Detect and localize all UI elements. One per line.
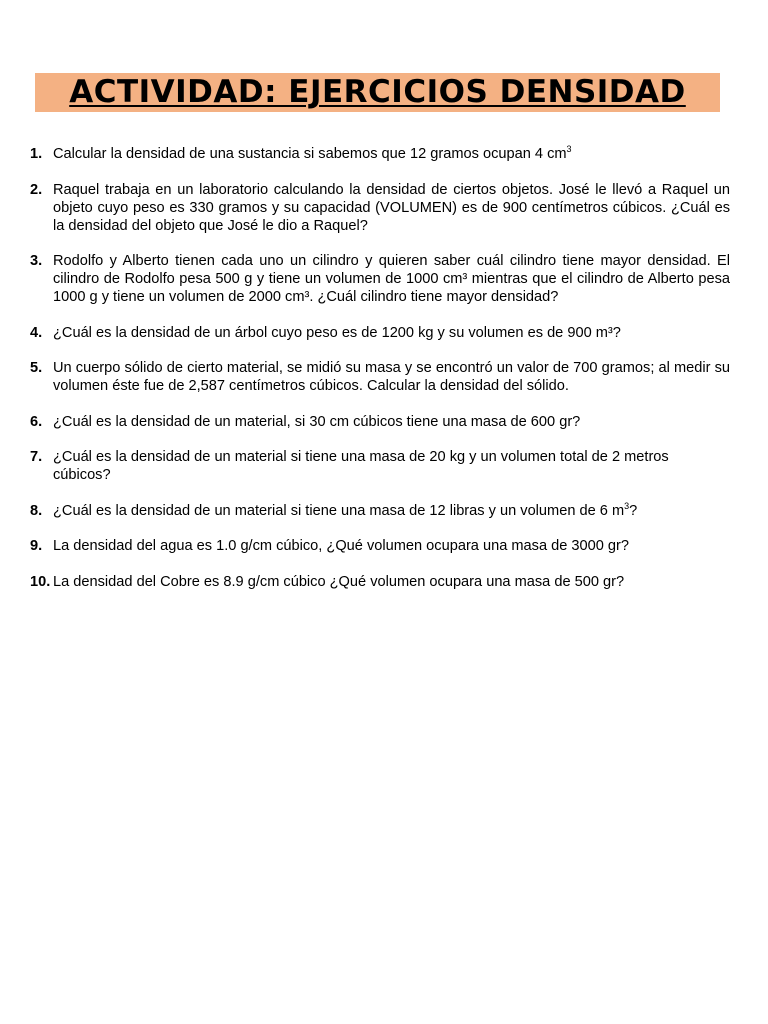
exercise-number: 4. xyxy=(30,324,43,341)
exercise-item-2 xyxy=(30,181,730,235)
exercise-item-8 xyxy=(30,502,730,520)
exercise-item-10 xyxy=(30,573,730,591)
exercise-number: 6. xyxy=(30,413,43,430)
exercise-text-after: ? xyxy=(629,502,638,519)
exercise-item-7 xyxy=(30,448,730,484)
page-title: ACTIVIDAD: EJERCICIOS DENSIDAD xyxy=(69,74,686,110)
exercise-number: 8. xyxy=(30,502,43,519)
exercise-text: ¿Cuál es la densidad de un material si tiene una masa de 20 kg y un volumen total de 2 metros cúbicos? xyxy=(53,449,669,483)
exercise-text-main: Calcular la densidad de una sustancia si sabemos que 12 gramos ocupan 4 cm xyxy=(53,146,567,162)
exercise-superscript: 3 xyxy=(624,500,630,511)
exercise-text: ¿Cuál es la densidad de un material, si 30 cm cúbicos tiene una masa de 600 gr? xyxy=(53,413,581,430)
title-banner xyxy=(35,73,720,112)
exercise-number: 7. xyxy=(30,449,43,465)
exercise-number: 5. xyxy=(30,360,43,376)
exercise-text: Un cuerpo sólido de cierto material, se midió su masa y se encontró un valor de 700 gramos; al medir su volumen éste fue de 2,587 centímetros cúbicos. Calcular la densidad del sólido. xyxy=(53,360,730,394)
exercise-text: La densidad del Cobre es 8.9 g/cm cúbico ¿Qué volumen ocupara una masa de 500 gr? xyxy=(53,573,625,590)
exercise-item-5 xyxy=(30,359,730,395)
exercise-item-3 xyxy=(30,252,730,306)
exercise-text xyxy=(53,502,730,520)
exercise-text-main: ¿Cuál es la densidad de un material si tiene una masa de 12 libras y un volumen de 6 m xyxy=(53,502,625,519)
exercise-text: La densidad del agua es 1.0 g/cm cúbico, ¿Qué volumen ocupara una masa de 3000 gr? xyxy=(53,538,630,554)
exercise-number: 3. xyxy=(30,253,43,269)
exercise-superscript: 3 xyxy=(566,144,572,154)
exercise-item-9 xyxy=(30,537,730,555)
exercise-item-4 xyxy=(30,324,730,342)
exercise-text: Raquel trabaja en un laboratorio calculando la densidad de ciertos objetos. José le llevó a Raquel un objeto cuyo peso es 330 gramos y su capacidad (VOLUMEN) es de 900 centímetros cúbicos. ¿Cuál es la densidad del objeto que José le dio a Raquel? xyxy=(53,181,730,234)
exercise-item-6 xyxy=(30,413,730,431)
exercise-number: 9. xyxy=(30,538,43,554)
exercise-item-1 xyxy=(30,145,730,163)
exercise-number: 2. xyxy=(30,181,43,198)
exercise-list xyxy=(30,145,730,608)
exercise-text: Rodolfo y Alberto tienen cada uno un cilindro y quieren saber cuál cilindro tiene mayor densidad. El cilindro de Rodolfo pesa 500 g y tiene un volumen de 1000 cm³ mientras que el cilindro de Alberto pesa 1000 g y tiene un volumen de 2000 cm³. ¿Cuál cilindro tiene mayor densidad? xyxy=(53,253,730,305)
exercise-text: ¿Cuál es la densidad de un árbol cuyo peso es de 1200 kg y su volumen es de 900 m³? xyxy=(53,324,621,341)
exercise-number: 1. xyxy=(30,146,43,162)
exercise-text xyxy=(53,145,730,163)
exercise-number: 10. xyxy=(30,573,51,590)
